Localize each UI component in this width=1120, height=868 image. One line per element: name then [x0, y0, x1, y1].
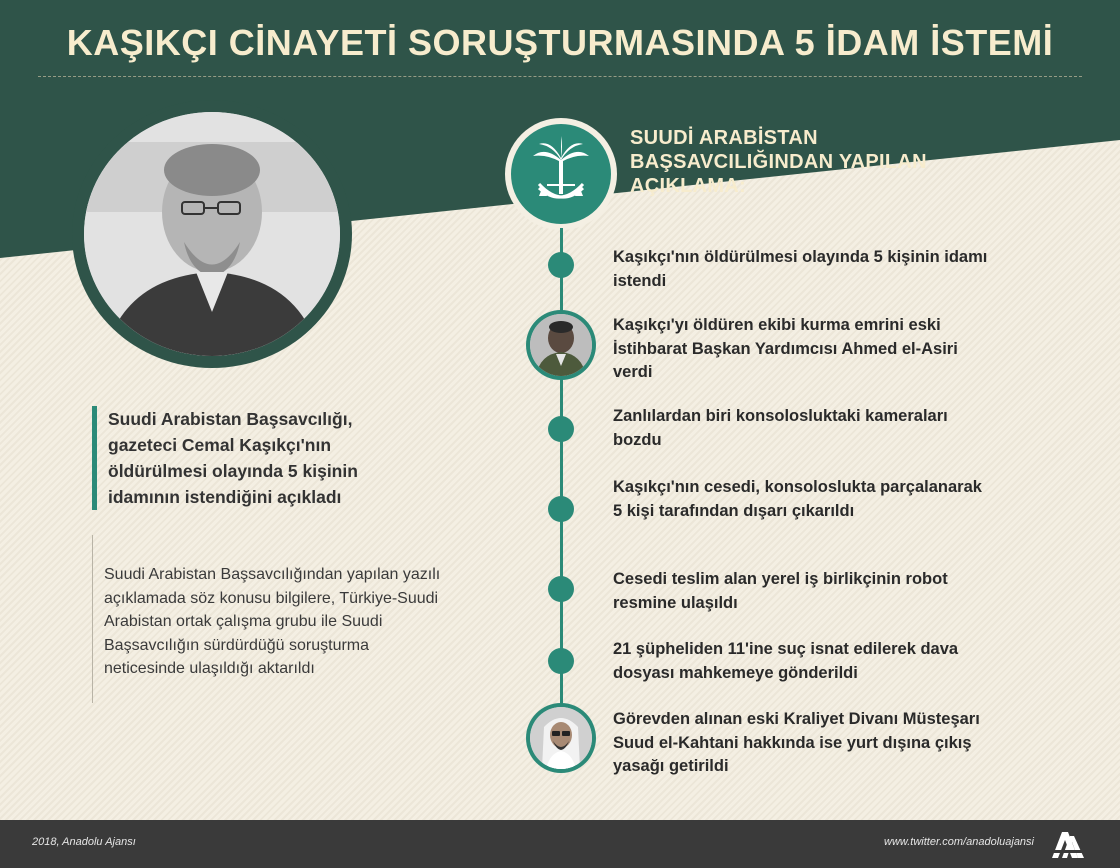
page-title: KAŞIKÇI CİNAYETİ SORUŞTURMASINDA 5 İDAM İSTEMİ: [66, 22, 1054, 63]
asiri-photo: [526, 310, 596, 380]
timeline-item-2: Kaşıkçı'yı öldüren ekibi kurma emrini eski İstihbarat Başkan Yardımcısı Ahmed el-Asiri verdi: [613, 316, 958, 381]
timeline-item-5: Cesedi teslim alan yerel iş birlikçinin robot resmine ulaşıldı: [613, 570, 948, 612]
timeline-item-3: Zanlılardan biri konsolosluktaki kameraları bozdu: [613, 407, 948, 449]
timeline-item-6: 21 şüpheliden 11'ine suç isnat edilerek dava dosyası mahkemeye gönderildi: [613, 640, 959, 682]
footer-credit: 2018, Anadolu Ajansı: [32, 836, 136, 848]
aa-logo-icon: [1050, 828, 1086, 860]
statement-title: SUUDİ ARABİSTAN BAŞSAVCILIĞINDAN YAPILAN AÇIKLAMA:: [630, 127, 927, 197]
kahtani-photo: [526, 703, 596, 773]
summary-text: Suudi Arabistan Başsavcılığı, gazeteci Cemal Kaşıkçı'nın öldürülmesi olayında 5 kişinin idamının istendiğini açıkladı: [92, 406, 422, 510]
timeline-dot: [548, 416, 574, 442]
saudi-palm-swords-icon: [505, 118, 617, 230]
timeline-dot: [548, 252, 574, 278]
timeline-item-1: Kaşıkçı'nın öldürülmesi olayında 5 kişinin idamı istendi: [613, 248, 988, 290]
footer-url[interactable]: www.twitter.com/anadoluajansi: [884, 836, 1034, 848]
timeline-item-7: Görevden alınan eski Kraliyet Divanı Müsteşarı Suud el-Kahtani hakkında ise yurt dışına çıkış yasağı getirildi: [613, 710, 980, 775]
timeline-dot: [548, 496, 574, 522]
body-text: Suudi Arabistan Başsavcılığından yapılan yazılı açıklamada söz konusu bilgilere, Türkiye-Suudi Arabistan ortak çalışma grubu ile Suudi Başsavcılığın sürdürdüğü soruşturma neticesinde ulaşıldığı aktarıldı: [104, 566, 441, 677]
timeline-dot: [548, 648, 574, 674]
portrait-illustration: [84, 112, 340, 356]
khashoggi-portrait: [72, 100, 352, 368]
footer: [0, 820, 1120, 868]
title-divider: [38, 76, 1082, 77]
timeline-item-4: Kaşıkçı'nın cesedi, konsoloslukta parçalanarak 5 kişi tarafından dışarı çıkarıldı: [613, 478, 982, 520]
summary-divider: [92, 535, 93, 703]
timeline-dot: [548, 576, 574, 602]
